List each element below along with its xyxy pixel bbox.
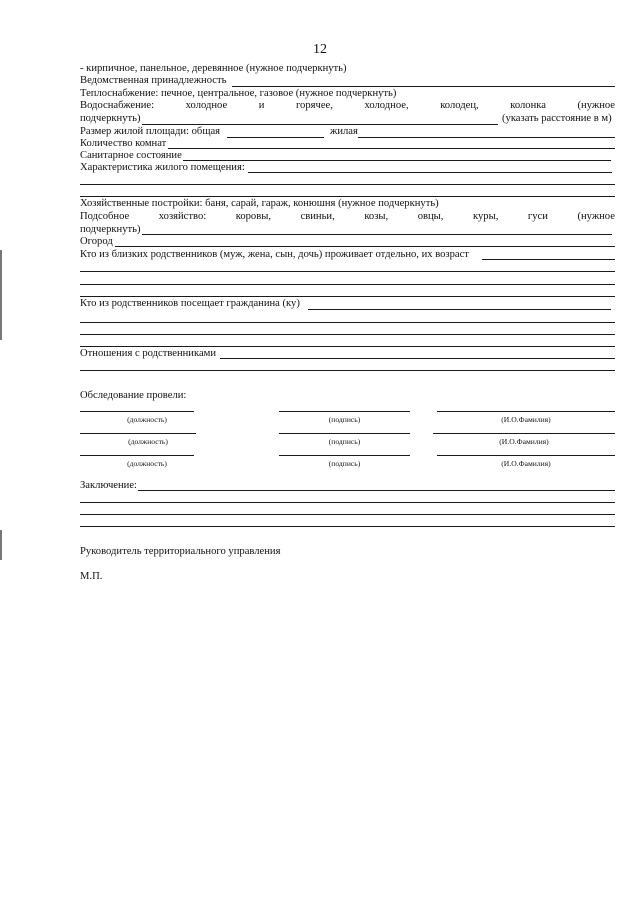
farm-word: овцы,	[417, 211, 444, 222]
outbuildings-line: Хозяйственные постройки: баня, сарай, гараж, конюшня (нужное подчеркнуть)	[80, 198, 439, 209]
living-area-label: Размер жилой площади: общая	[80, 126, 221, 137]
signature-line[interactable]	[279, 433, 410, 434]
scan-edge-mark	[0, 250, 2, 340]
blank-line[interactable]	[80, 184, 615, 185]
relatives-visit-field[interactable]	[308, 309, 611, 310]
signature-line[interactable]	[279, 455, 410, 456]
relations-label: Отношения с родственниками	[80, 348, 217, 359]
position-line[interactable]	[80, 455, 194, 456]
blank-line[interactable]	[80, 196, 615, 197]
rooms-count-field[interactable]	[168, 148, 615, 149]
blank-line[interactable]	[80, 322, 615, 323]
water-word: Водоснабжение:	[80, 100, 155, 111]
living-area-live-label: жилая	[330, 126, 358, 137]
water-word: горячее,	[295, 100, 333, 111]
stamp-place: М.П.	[80, 571, 103, 582]
garden-field[interactable]	[115, 246, 615, 247]
position-line[interactable]	[80, 411, 194, 412]
position-line[interactable]	[80, 433, 196, 434]
farm-word: хозяйство:	[158, 211, 207, 222]
relatives-separate-field[interactable]	[482, 259, 615, 260]
water-word: и	[258, 100, 265, 111]
farm-word: гуси	[527, 211, 548, 222]
water-word: колонка	[510, 100, 546, 111]
full-name-caption: (И.О.Фамилия)	[499, 437, 549, 446]
garden-label: Огород	[80, 236, 113, 247]
conclusion-field[interactable]	[138, 490, 615, 491]
farm-word: Подсобное	[80, 211, 130, 222]
position-caption: (должность)	[127, 459, 167, 468]
blank-line[interactable]	[80, 346, 615, 347]
head-of-administration: Руководитель территориального управления	[80, 546, 281, 557]
farm-field[interactable]	[142, 234, 612, 235]
relations-field[interactable]	[220, 358, 615, 359]
full-name-line[interactable]	[437, 411, 615, 412]
water-supply-cont: подчеркнуть)	[80, 113, 141, 124]
conclusion-label: Заключение:	[80, 480, 137, 491]
signature-line[interactable]	[279, 411, 410, 412]
departmental-field[interactable]	[232, 86, 615, 87]
farm-cont: подчеркнуть)	[80, 224, 141, 235]
wall-material-line: - кирпичное, панельное, деревянное (нужное подчеркнуть)	[80, 63, 347, 74]
room-characteristics-field[interactable]	[248, 172, 612, 173]
departmental-label: Ведомственная принадлежность	[80, 75, 227, 86]
living-area-total-field[interactable]	[227, 137, 324, 138]
position-caption: (должность)	[127, 415, 167, 424]
full-name-line[interactable]	[433, 433, 615, 434]
full-name-caption: (И.О.Фамилия)	[501, 415, 551, 424]
rooms-count-label: Количество комнат	[80, 138, 167, 149]
water-word: холодное,	[364, 100, 409, 111]
water-supply-field[interactable]	[142, 124, 498, 125]
blank-line[interactable]	[80, 284, 615, 285]
living-area-live-field[interactable]	[358, 137, 615, 138]
farm-word: свиньи,	[300, 211, 335, 222]
farm-word: (нужное	[577, 211, 615, 222]
signature-caption: (подпись)	[328, 437, 361, 446]
signature-caption: (подпись)	[328, 459, 361, 468]
sanitary-label: Санитарное состояние	[80, 150, 182, 161]
farm-word: куры,	[473, 211, 499, 222]
farm-line	[80, 211, 615, 223]
water-word: колодец,	[440, 100, 479, 111]
water-word: холодное	[185, 100, 228, 111]
position-caption: (должность)	[128, 437, 168, 446]
blank-line[interactable]	[80, 526, 615, 527]
full-name-line[interactable]	[437, 455, 615, 456]
page-number: 12	[313, 42, 327, 57]
relatives-separate-label: Кто из близких родственников (муж, жена, сын, дочь) проживает отдельно, их возраст	[80, 249, 469, 260]
water-distance-note: (указать расстояние в м)	[502, 113, 612, 124]
blank-line[interactable]	[80, 514, 615, 515]
water-word: (нужное	[577, 100, 615, 111]
room-characteristics-label: Характеристика жилого помещения:	[80, 162, 245, 173]
blank-line[interactable]	[80, 271, 615, 272]
heating-line: Теплоснабжение: печное, центральное, газовое (нужное подчеркнуть)	[80, 88, 397, 99]
sanitary-field[interactable]	[183, 160, 611, 161]
blank-line[interactable]	[80, 370, 615, 371]
farm-word: козы,	[364, 211, 389, 222]
blank-line[interactable]	[80, 502, 615, 503]
survey-conducted-label: Обследование провели:	[80, 390, 187, 401]
scan-edge-mark	[0, 530, 2, 560]
full-name-caption: (И.О.Фамилия)	[501, 459, 551, 468]
water-supply-line	[80, 100, 615, 112]
farm-word: коровы,	[235, 211, 272, 222]
signature-caption: (подпись)	[328, 415, 361, 424]
blank-line[interactable]	[80, 296, 615, 297]
relatives-visit-label: Кто из родственников посещает гражданина (ку)	[80, 298, 300, 309]
blank-line[interactable]	[80, 334, 615, 335]
